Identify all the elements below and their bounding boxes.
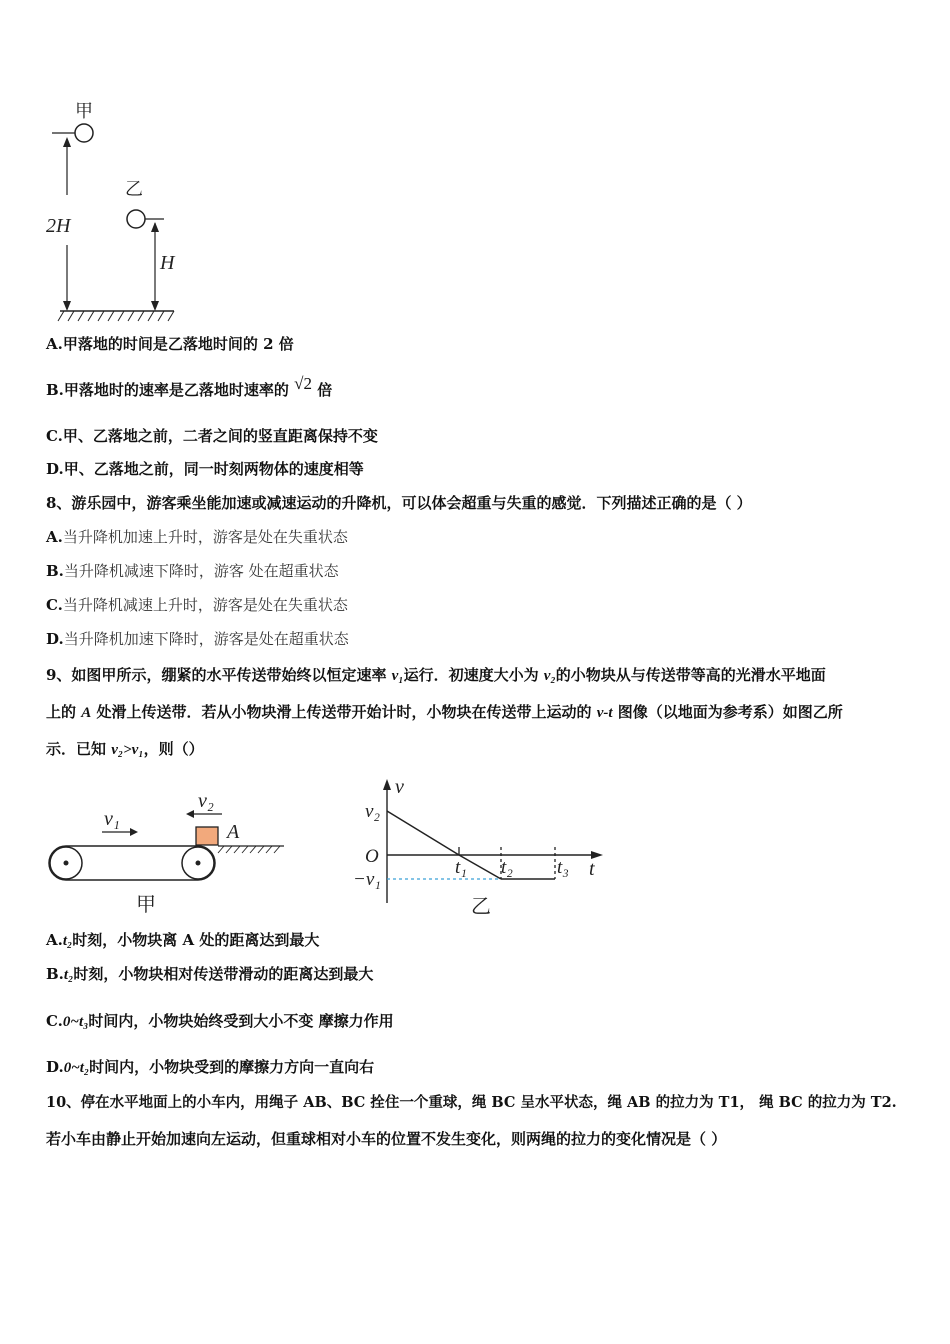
q9-stem-line1: 9、如图甲所示，绷紧的水平传送带始终以恒定速率 v₁运行．初速度大小为 v₂的小物块从与传送带等高的光滑水平地面 [46, 666, 826, 684]
q7-option-a: A.甲落地的时间是乙落地时间的 2 倍 [46, 335, 294, 353]
neg-v1-tick-label: −v₁ [353, 869, 381, 890]
belt-caption: 甲 [136, 894, 156, 916]
q9-stem-line3: 示．已知 v₂>v₁，则（） [46, 740, 204, 758]
v-axis-label: v [395, 776, 404, 798]
block [196, 827, 218, 845]
q8-option-d: D.当升降机加速下降时，游客是处在超重状态 [46, 630, 349, 648]
belt-v2-label: v₂ [198, 790, 214, 812]
t3-label: t₃ [557, 857, 569, 878]
q8-option-a: A.当升降机加速上升时，游客是处在失重状态 [46, 528, 348, 546]
belt-v1-label: v₁ [104, 808, 120, 830]
q10-stem-line2: 若小车由静止开始加速向左运动，但重球相对小车的位置不发生变化，则两绳的拉力的变化情况是（ ） [46, 1130, 727, 1148]
v2-tick-label: v₂ [365, 801, 381, 822]
label-jia: 甲 [75, 101, 93, 121]
q9-option-c: C.0~t₃时间内，小物块始终受到大小不变 摩擦力作用 [46, 1012, 394, 1030]
q10-stem-line1: 10、停在水平地面上的小车内，用绳子 AB、BC 拴住一个重球，绳 BC 呈水平状态，绳 AB 的拉力为 T1， 绳 BC 的拉力为 T2. [46, 1094, 897, 1111]
ball-yi [127, 210, 145, 228]
q9-option-b: B.t₂时刻，小物块相对传送带滑动的距离达到最大 [46, 965, 374, 983]
belt-A-label: A [227, 821, 240, 843]
q7-option-d: D.甲、乙落地之前，同一时刻两物体的速度相等 [46, 460, 364, 478]
ball-jia [75, 124, 93, 142]
q9-option-a: A.t₂时刻，小物块离 A 处的距离达到最大 [46, 931, 320, 949]
label-yi: 乙 [125, 179, 143, 199]
q7-option-b: B.甲落地时的速率是乙落地时速率的 √2 倍 [46, 374, 333, 399]
t-axis-label: t [589, 858, 595, 880]
vt-caption: 乙 [471, 896, 491, 918]
label-2H: 2H [46, 215, 71, 237]
free-fall-figure [40, 95, 190, 325]
vt-line-decel [387, 811, 459, 855]
q8-stem: 8、游乐园中，游客乘坐能加速或减速运动的升降机，可以体会超重与失重的感觉．下列描述正确的是（ ） [46, 494, 752, 512]
q8-option-c: C.当升降机减速上升时，游客是处在失重状态 [46, 596, 348, 614]
label-H: H [160, 252, 175, 274]
q7-option-c: C.甲、乙落地之前，二者之间的竖直距离保持不变 [46, 427, 378, 445]
q8-option-b: B.当升降机减速下降时，游客 处在超重状态 [46, 562, 339, 580]
t1-label: t₁ [455, 857, 467, 878]
q9-stem-line2: 上的 A 处滑上传送带．若从小物块滑上传送带开始计时，小物块在传送带上运动的 v-t 图像（以地面为参考系）如图乙所 [46, 703, 843, 721]
origin-label: O [365, 846, 379, 867]
conveyor-belt-figure [40, 785, 300, 920]
t2-label: t₂ [501, 857, 513, 878]
sqrt-two: √2 [294, 374, 312, 393]
q9-option-d: D.0~t₂时间内，小物块受到的摩擦力方向一直向右 [46, 1058, 375, 1076]
vt-graph-figure [345, 775, 615, 920]
